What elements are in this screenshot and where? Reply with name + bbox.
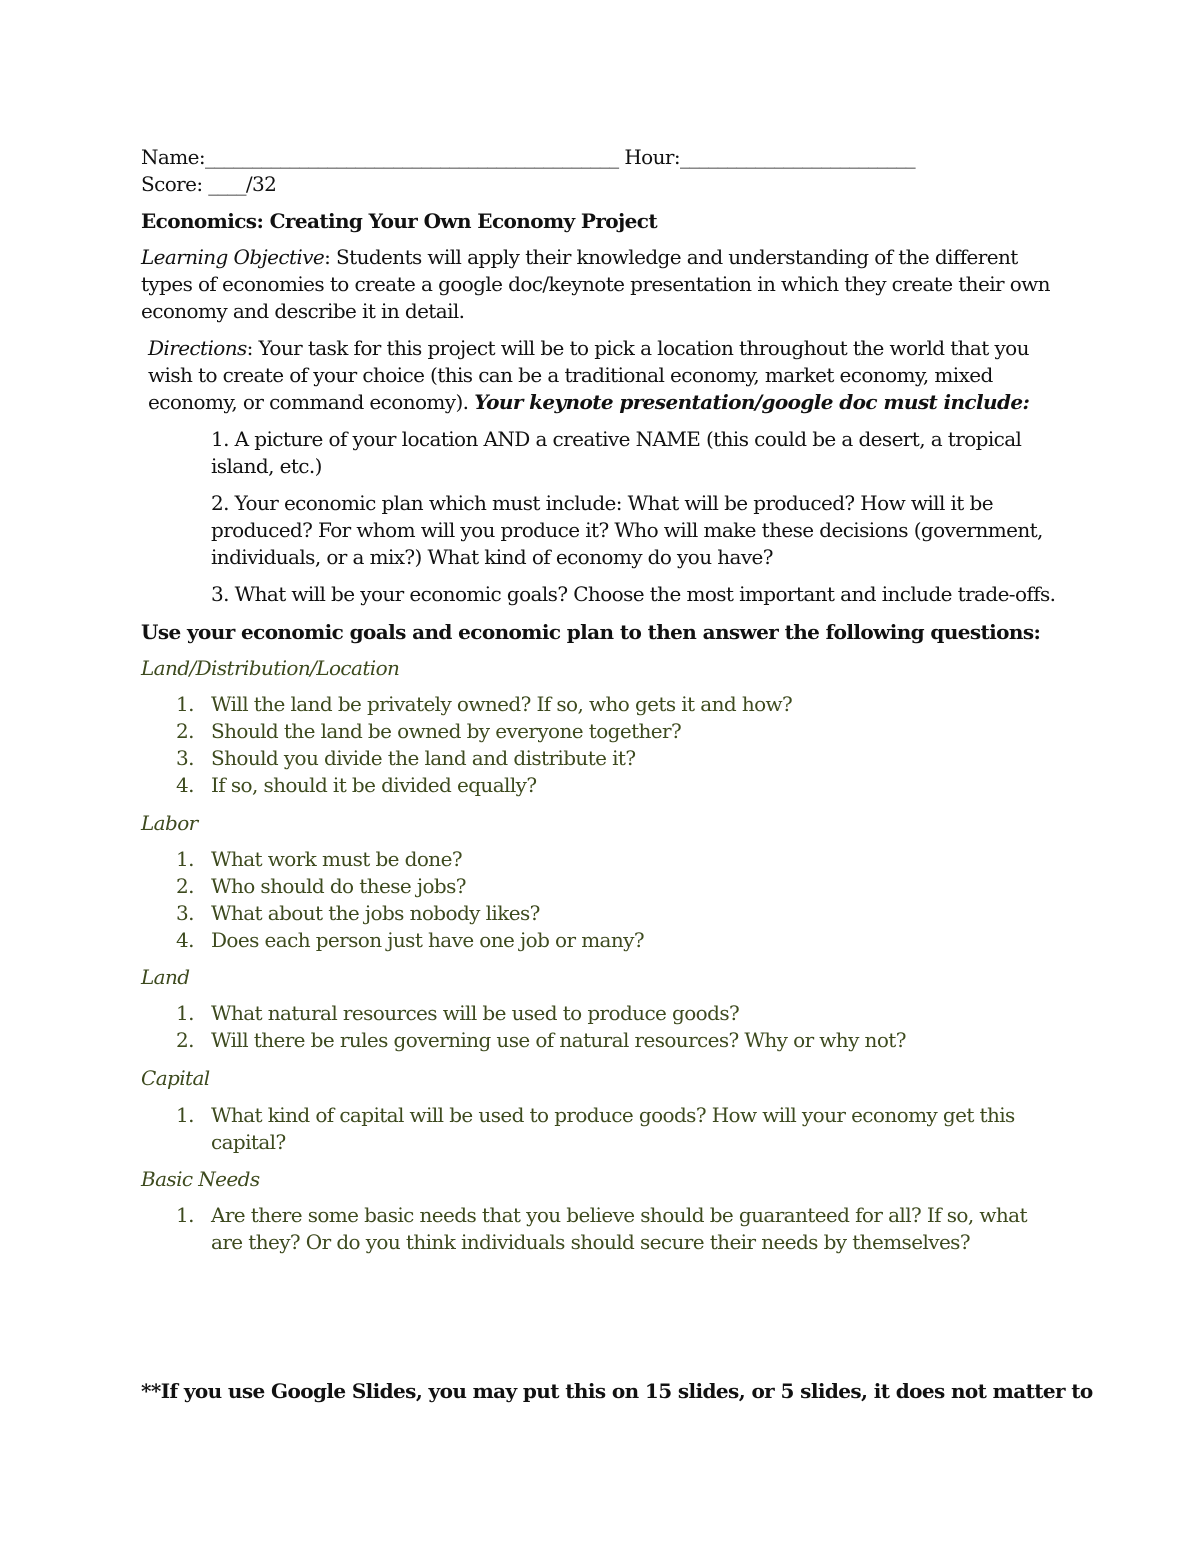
item-text: What about the jobs nobody likes? [211,901,540,925]
item-number: 1. [176,1203,194,1227]
requirement-item: 2. Your economic plan which must include: What will be produced? How will it be produced? For whom will you produce it? Who will make these decisions (government, individuals, or a mix?) What kind of economy do you have? [211,491,1043,569]
directions-text: : Your task for this project will be to pick a location throughout the world that you wish to create of your choice (this can be a traditional economy, market economy, mixed economy, or command economy). [148,336,1029,414]
item-text: Who should do these jobs? [211,874,466,898]
name-hour-line [141,144,915,171]
item-text: What kind of capital will be used to produce goods? How will your economy get this capital? [211,1103,1015,1154]
score-label: Score: [141,172,203,196]
item-number: 1. [176,1001,194,1025]
item-text: Are there some basic needs that you believe should be guaranteed for all? If so, what are they? Or do you think individuals should secure their needs by themselves? [211,1203,1027,1254]
item-number: 4. [176,928,194,952]
item-number: 3. [176,901,194,925]
land-distribution-list [141,691,1041,799]
item-text: What natural resources will be used to produce goods? [211,1001,740,1025]
hour-label: Hour: [624,145,681,169]
hour-blank: _________________________ [680,145,916,169]
name-blank: ____________________________________________ [204,145,619,169]
item-number: 2. [176,719,194,743]
item-number: 2. [176,874,194,898]
directions [148,335,1061,416]
objective-label: Learning Objective [141,245,325,269]
score-line [141,171,276,198]
list-item [141,691,1041,718]
score-blank: ____ [208,172,246,196]
land-list [141,1000,1041,1054]
list-item [141,1102,1021,1156]
questions-heading: Use your economic goals and economic plan to then answer the following questions: [141,620,1041,644]
list-item [141,718,1041,745]
basic-needs-list [141,1202,1041,1256]
item-text: Will there be rules governing use of natural resources? Why or why not? [211,1028,906,1052]
list-item [141,1027,1041,1054]
item-text: If so, should it be divided equally? [211,773,537,797]
list-item [141,846,1041,873]
list-item [141,1000,1041,1027]
section-heading-land-distribution: Land/Distribution/Location [141,656,400,680]
list-item [141,900,1041,927]
item-text: Should the land be owned by everyone together? [211,719,682,743]
section-heading-basic-needs: Basic Needs [141,1167,260,1191]
item-text: What work must be done? [211,847,462,871]
item-text: Should you divide the land and distribute it? [211,746,636,770]
item-number: 1. [176,847,194,871]
objective-text: : Students will apply their knowledge and understanding of the different types of economies to create a google doc/keynote presentation in which they create their own economy and describe it in detail. [141,245,1050,323]
item-number: 1. [176,1103,194,1127]
requirement-item: 1. A picture of your location AND a creative NAME (this could be a desert, a tropical island, etc.) [211,427,1022,478]
section-heading-capital: Capital [141,1066,210,1090]
capital-list [141,1102,1021,1156]
item-text: Does each person just have one job or many? [211,928,644,952]
list-item [141,772,1041,799]
name-label: Name: [141,145,205,169]
section-heading-labor: Labor [141,811,198,835]
list-item [141,927,1041,954]
item-text: Will the land be privately owned? If so, who gets it and how? [211,692,793,716]
item-number: 3. [176,746,194,770]
list-item [141,873,1041,900]
list-item [141,1202,1041,1256]
footer-note: **If you use Google Slides, you may put this on 15 slides, or 5 slides, it does not matter to [141,1379,1093,1403]
directions-label: Directions [148,336,247,360]
learning-objective [141,244,1061,325]
item-number: 1. [176,692,194,716]
list-item [141,745,1041,772]
item-number: 2. [176,1028,194,1052]
requirement-item: 3. What will be your economic goals? Choose the most important and include trade-offs. [211,582,1056,606]
page-title: Economics: Creating Your Own Economy Project [141,209,657,233]
directions-emphasis: Your keynote presentation/google doc must include: [474,390,1030,414]
score-total: /32 [245,172,277,196]
labor-list [141,846,1041,954]
item-number: 4. [176,773,194,797]
section-heading-land: Land [141,965,190,989]
